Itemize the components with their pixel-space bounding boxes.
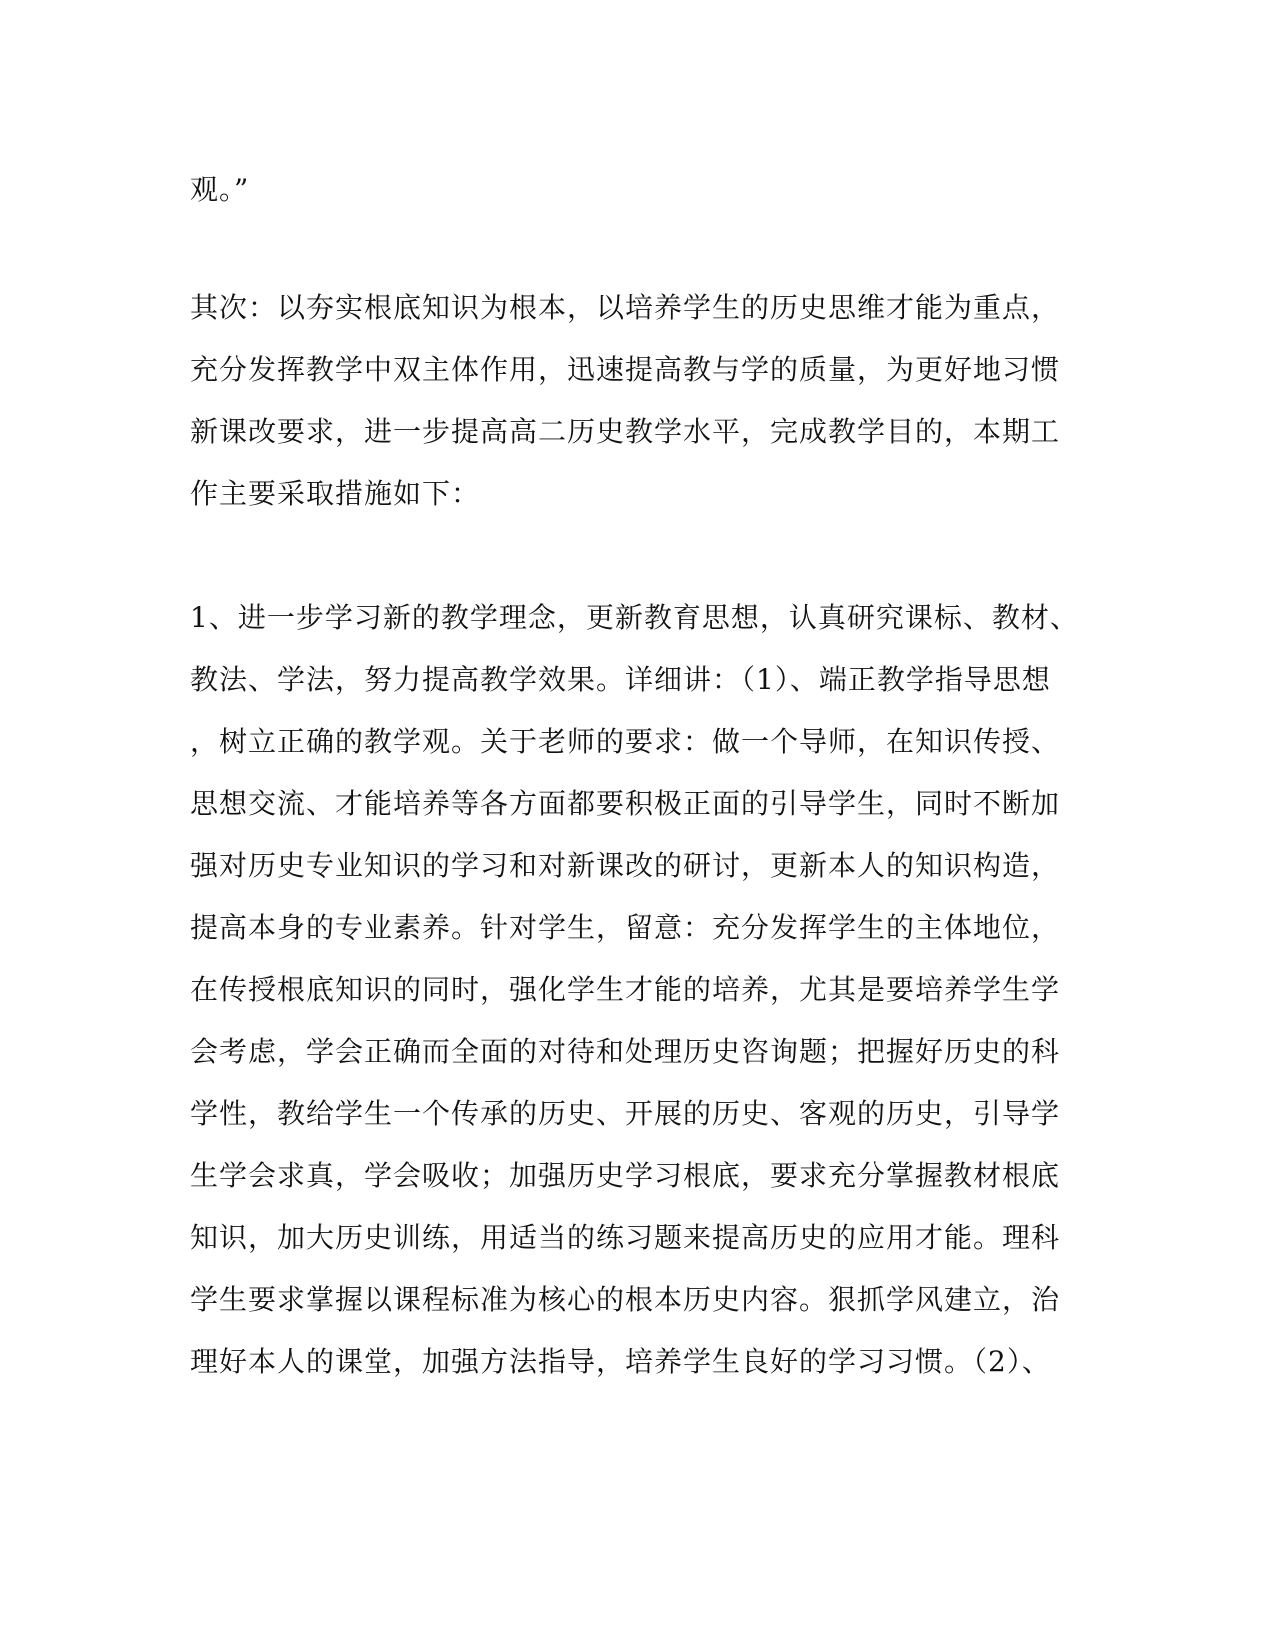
paragraph-2-line-4: 作主要采取措施如下： — [190, 477, 481, 510]
paragraph-2-line-1: 其次：以夯实根底知识为根本，以培养学生的历史思维才能为重点， — [190, 291, 1061, 324]
paragraph-3-line-3: ，树立正确的教学观。关于老师的要求：做一个导师，在知识传授、 — [190, 725, 1061, 758]
paragraph-3-line-4: 思想交流、才能培养等各方面都要积极正面的引导学生，同时不断加 — [190, 787, 1061, 820]
paragraph-3-line-5: 强对历史专业知识的学习和对新课改的研讨，更新本人的知识构造， — [190, 849, 1061, 882]
paragraph-2-line-2: 充分发挥教学中双主体作用，迅速提高教与学的质量，为更好地习惯 — [190, 353, 1061, 386]
paragraph-3-line-13: 理好本人的课堂，加强方法指导，培养学生良好的学习习惯。（2）、 — [190, 1345, 1051, 1378]
paragraph-3-line-10: 生学会求真，学会吸收；加强历史学习根底，要求充分掌握教材根底 — [190, 1159, 1061, 1192]
paragraph-3-line-12: 学生要求掌握以课程标准为核心的根本历史内容。狠抓学风建立，治 — [190, 1283, 1061, 1316]
paragraph-3-line-6: 提高本身的专业素养。针对学生，留意：充分发挥学生的主体地位， — [190, 911, 1061, 944]
paragraph-3-line-8: 会考虑，学会正确而全面的对待和处理历史咨询题；把握好历史的科 — [190, 1035, 1061, 1068]
paragraph-3-line-1: 1、进一步学习新的教学理念，更新教育思想，认真研究课标、教材、 — [190, 601, 1079, 634]
paragraph-3-line-9: 学性，教给学生一个传承的历史、开展的历史、客观的历史，引导学 — [190, 1097, 1061, 1130]
paragraph-3-line-7: 在传授根底知识的同时，强化学生才能的培养，尤其是要培养学生学 — [190, 973, 1061, 1006]
paragraph-1-line-1: 观。” — [190, 173, 250, 206]
paragraph-3-line-11: 知识，加大历史训练，用适当的练习题来提高历史的应用才能。理科 — [190, 1221, 1061, 1254]
paragraph-3-line-2: 教法、学法，努力提高教学效果。详细讲：（1）、端正教学指导思想 — [190, 663, 1051, 696]
paragraph-2-line-3: 新课改要求，进一步提高高二历史教学水平，完成教学目的，本期工 — [190, 415, 1061, 448]
